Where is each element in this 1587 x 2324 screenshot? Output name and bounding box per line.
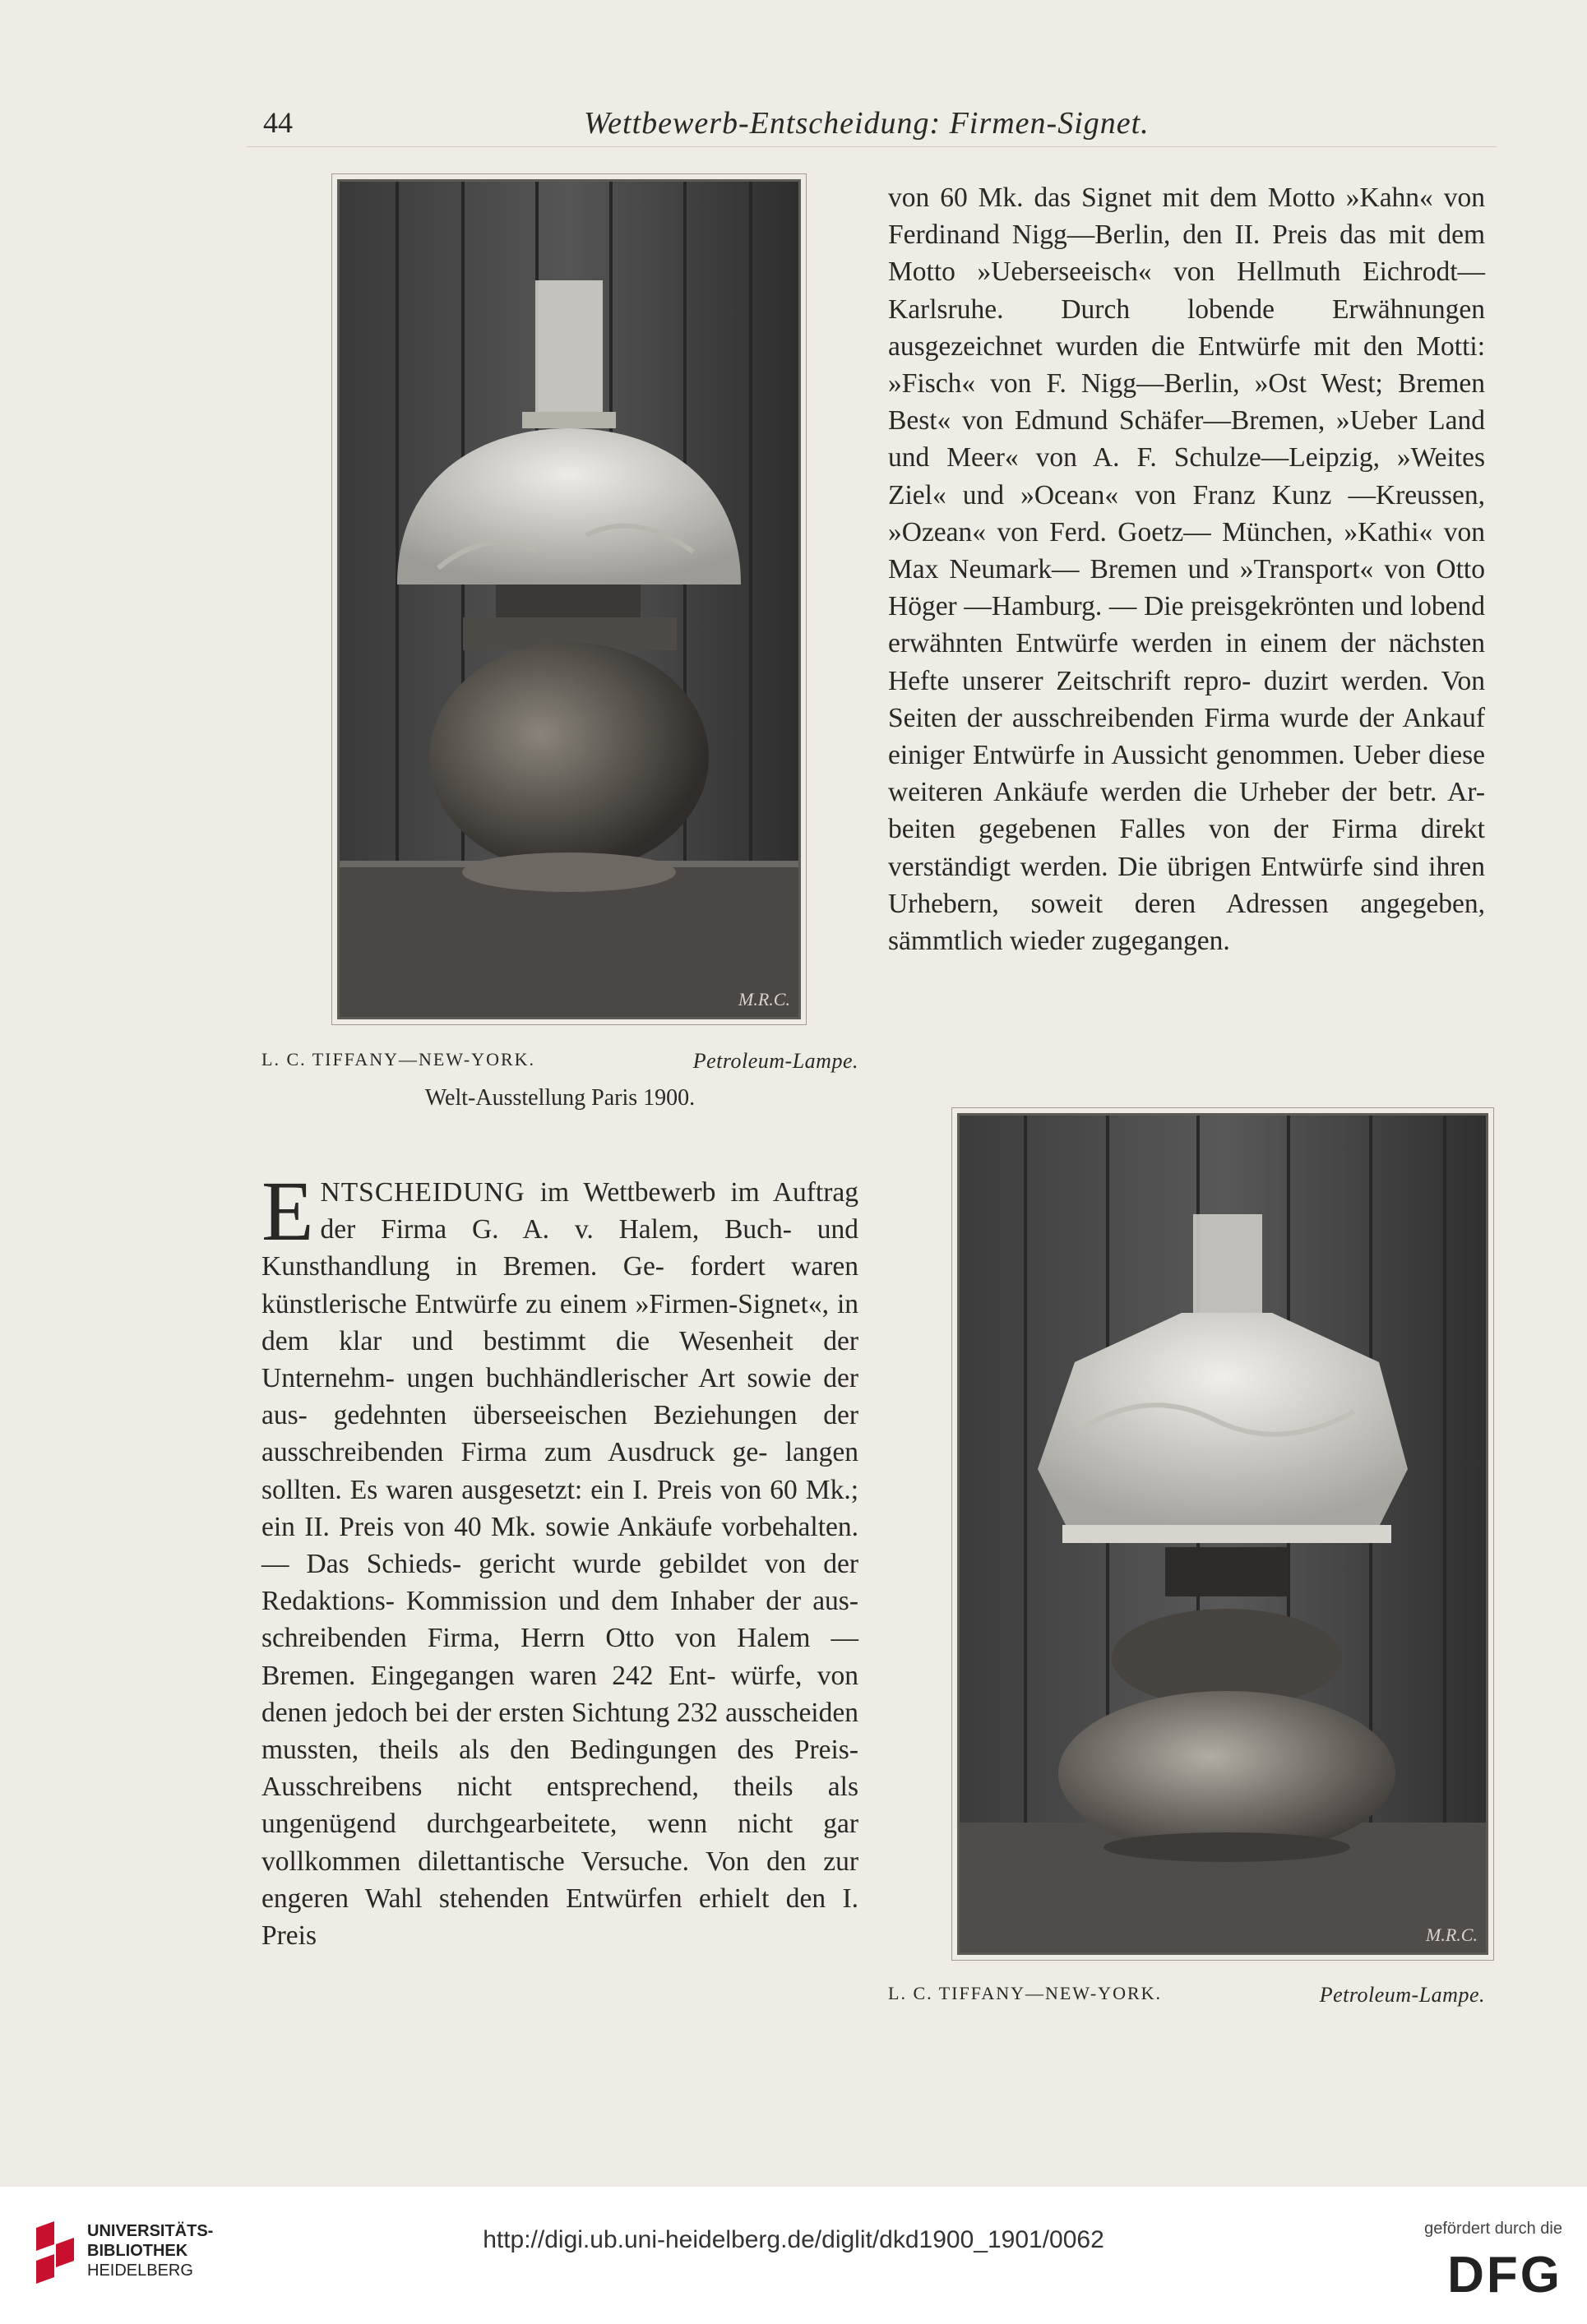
paragraph — [261, 1164, 859, 1954]
dfg-logo[interactable]: DFG — [1447, 2247, 1562, 2303]
figure-1-subcaption: Welt-Ausstellung Paris 1900. — [424, 1085, 696, 1111]
text-line: beiten gegebenen Falles von der Firma direkt — [888, 814, 1485, 845]
text-line: von Edmund Schäfer—Bremen, »Ueber — [961, 405, 1418, 437]
text-line: lobend erwähnten Entwürfe werden in einem — [888, 591, 1486, 659]
caption-title: Petroleum-Lampe. — [1319, 1983, 1485, 2007]
text-line: »Kahn« von Ferdinand Nigg—Berlin, den — [888, 183, 1486, 251]
text-line: von Hellmuth Eichrodt—Karlsruhe. Durch — [888, 256, 1485, 325]
right-text-column — [888, 179, 1485, 959]
text-line: Land und Meer« von A. F. Schulze—Leipzig, — [888, 405, 1486, 474]
lamp-photo-2-image — [960, 1116, 1486, 1952]
text-line: den Bedingungen des Preis-Ausschreibens — [261, 1735, 858, 1803]
text-line: im Wettbewerb im — [525, 1177, 760, 1208]
text-line: Kommission und dem Inhaber der aus- — [405, 1586, 859, 1617]
running-title: Wettbewerb-Entscheidung: Firmen-Signet. — [584, 106, 1150, 141]
text-line: der nächsten Hefte unserer Zeitschrift repro- — [888, 628, 1486, 696]
caption-author: L. C. TIFFANY—NEW-YORK. — [888, 1983, 1163, 2003]
university-library-name[interactable]: UNIVERSITÄTS- BIBLIOTHEK HEIDELBERG — [87, 2222, 214, 2280]
text-line: duzirt werden. Von Seiten der ausschreibenden — [888, 665, 1485, 733]
lamp-photo-1-image — [340, 182, 798, 1017]
text-line: —Hamburg. — Die preisgekrönten und — [964, 591, 1404, 622]
text-line: Wahl stehenden Entwürfen erhielt den I. Preis — [261, 1883, 858, 1952]
text-line: angegeben, sämmtlich wieder zugegangen. — [888, 888, 1485, 957]
text-line: I. Preis von 60 Mk.; ein II. Preis von 40 Mk. — [261, 1474, 858, 1542]
permalink[interactable]: http://digi.ub.uni-heidelberg.de/diglit/dkd1900_1901/0062 — [483, 2226, 1104, 2253]
funding-note: gefördert durch die — [1424, 2220, 1562, 2238]
text-line: Sichtung 232 ausscheiden mussten, theils als — [261, 1697, 858, 1766]
text-line: fordert waren künstlerische Entwürfe zu — [261, 1251, 858, 1319]
text-line: —Kreussen, »Ozean« von Ferd. Goetz— — [888, 479, 1485, 548]
text-line: II. Preis das mit dem Motto »Ueberseeisch« — [888, 219, 1486, 288]
text-line: sowie Ankäufe vorbehalten. — Das Schieds- — [261, 1511, 859, 1580]
left-text-column — [261, 1164, 859, 1954]
text-line: Firma wurde der Ankauf einiger Entwürfe — [888, 702, 1486, 771]
lamp-photo-1 — [337, 179, 801, 1019]
text-line: schreibenden Firma, Herrn Otto von Halem — [261, 1623, 811, 1654]
text-line: sind ihren Urhebern, soweit deren Adressen — [888, 851, 1485, 919]
text-line: durchgearbeitete, wenn nicht gar vollkommen — [261, 1809, 858, 1877]
text-line: Bremen und »Transport« von Otto Höger — [888, 554, 1485, 622]
text-line: F. Nigg—Berlin, »Ost West; Bremen Best« — [888, 368, 1485, 437]
caption-author: L. C. TIFFANY—NEW-YORK. — [261, 1049, 536, 1070]
text-line: ungen buchhändlerischer Art sowie der aus- — [261, 1363, 858, 1431]
text-line: gedehnten überseeischen Beziehungen der — [333, 1400, 858, 1431]
text-line: einem »Firmen-Signet«, in dem klar und — [261, 1288, 859, 1356]
lamp-photo-2 — [957, 1113, 1488, 1955]
paragraph — [888, 179, 1485, 959]
page-number: 44 — [263, 106, 293, 139]
caption-title: Petroleum-Lampe. — [692, 1049, 858, 1073]
digitization-footer — [0, 2187, 1587, 2324]
figure-2-caption — [888, 1983, 1485, 2012]
text-line: verständigt werden. Die übrigen Entwürfe — [888, 851, 1363, 882]
text-line: Ankäufe werden die Urheber der betr. Ar- — [993, 777, 1485, 808]
text-line: gericht wurde gebildet von der Redaktions- — [261, 1549, 859, 1617]
text-line: »Weites Ziel« und »Ocean« von Franz Kunz — [888, 442, 1485, 511]
text-line: dilettantische Versuche. Von den zur engeren — [261, 1846, 858, 1914]
running-head — [247, 105, 1497, 147]
text-line: Buch- und Kunsthandlung in Bremen. Ge- — [261, 1214, 859, 1282]
text-line: würfe, von denen jedoch bei der ersten — [261, 1660, 859, 1728]
text-line: bestimmt die Wesenheit der Unternehm- — [261, 1325, 859, 1394]
text-line: nicht entsprechend, theils als ungenügend — [261, 1772, 858, 1840]
text-line: von 60 Mk. das Signet mit dem Motto — [888, 183, 1335, 213]
figure-1-caption — [261, 1049, 858, 1079]
text-line: —Bremen. Eingegangen waren 242 Ent- — [261, 1623, 858, 1691]
lead-caps: NTSCHEIDUNG — [320, 1177, 525, 1208]
text-line: die Entwürfe mit den Motti: »Fisch« von — [888, 330, 1485, 400]
photo-monogram: M.R.C. — [738, 989, 790, 1010]
text-line: Auftrag der Firma G. A. v. Halem, — [320, 1177, 858, 1245]
text-line: München, »Kathi« von Max Neumark— — [888, 516, 1485, 585]
dropcap: E — [261, 1164, 314, 1259]
photo-monogram: M.R.C. — [1426, 1924, 1478, 1945]
text-line: ausschreibenden Firma zum Ausdruck ge- — [261, 1437, 768, 1468]
text-line: in Aussicht genommen. Ueber diese weiteren — [888, 740, 1486, 808]
text-line: langen sollten. Es waren ausgesetzt: ein — [261, 1437, 859, 1505]
text-line: lobende Erwähnungen ausgezeichnet wurden — [888, 293, 1485, 362]
